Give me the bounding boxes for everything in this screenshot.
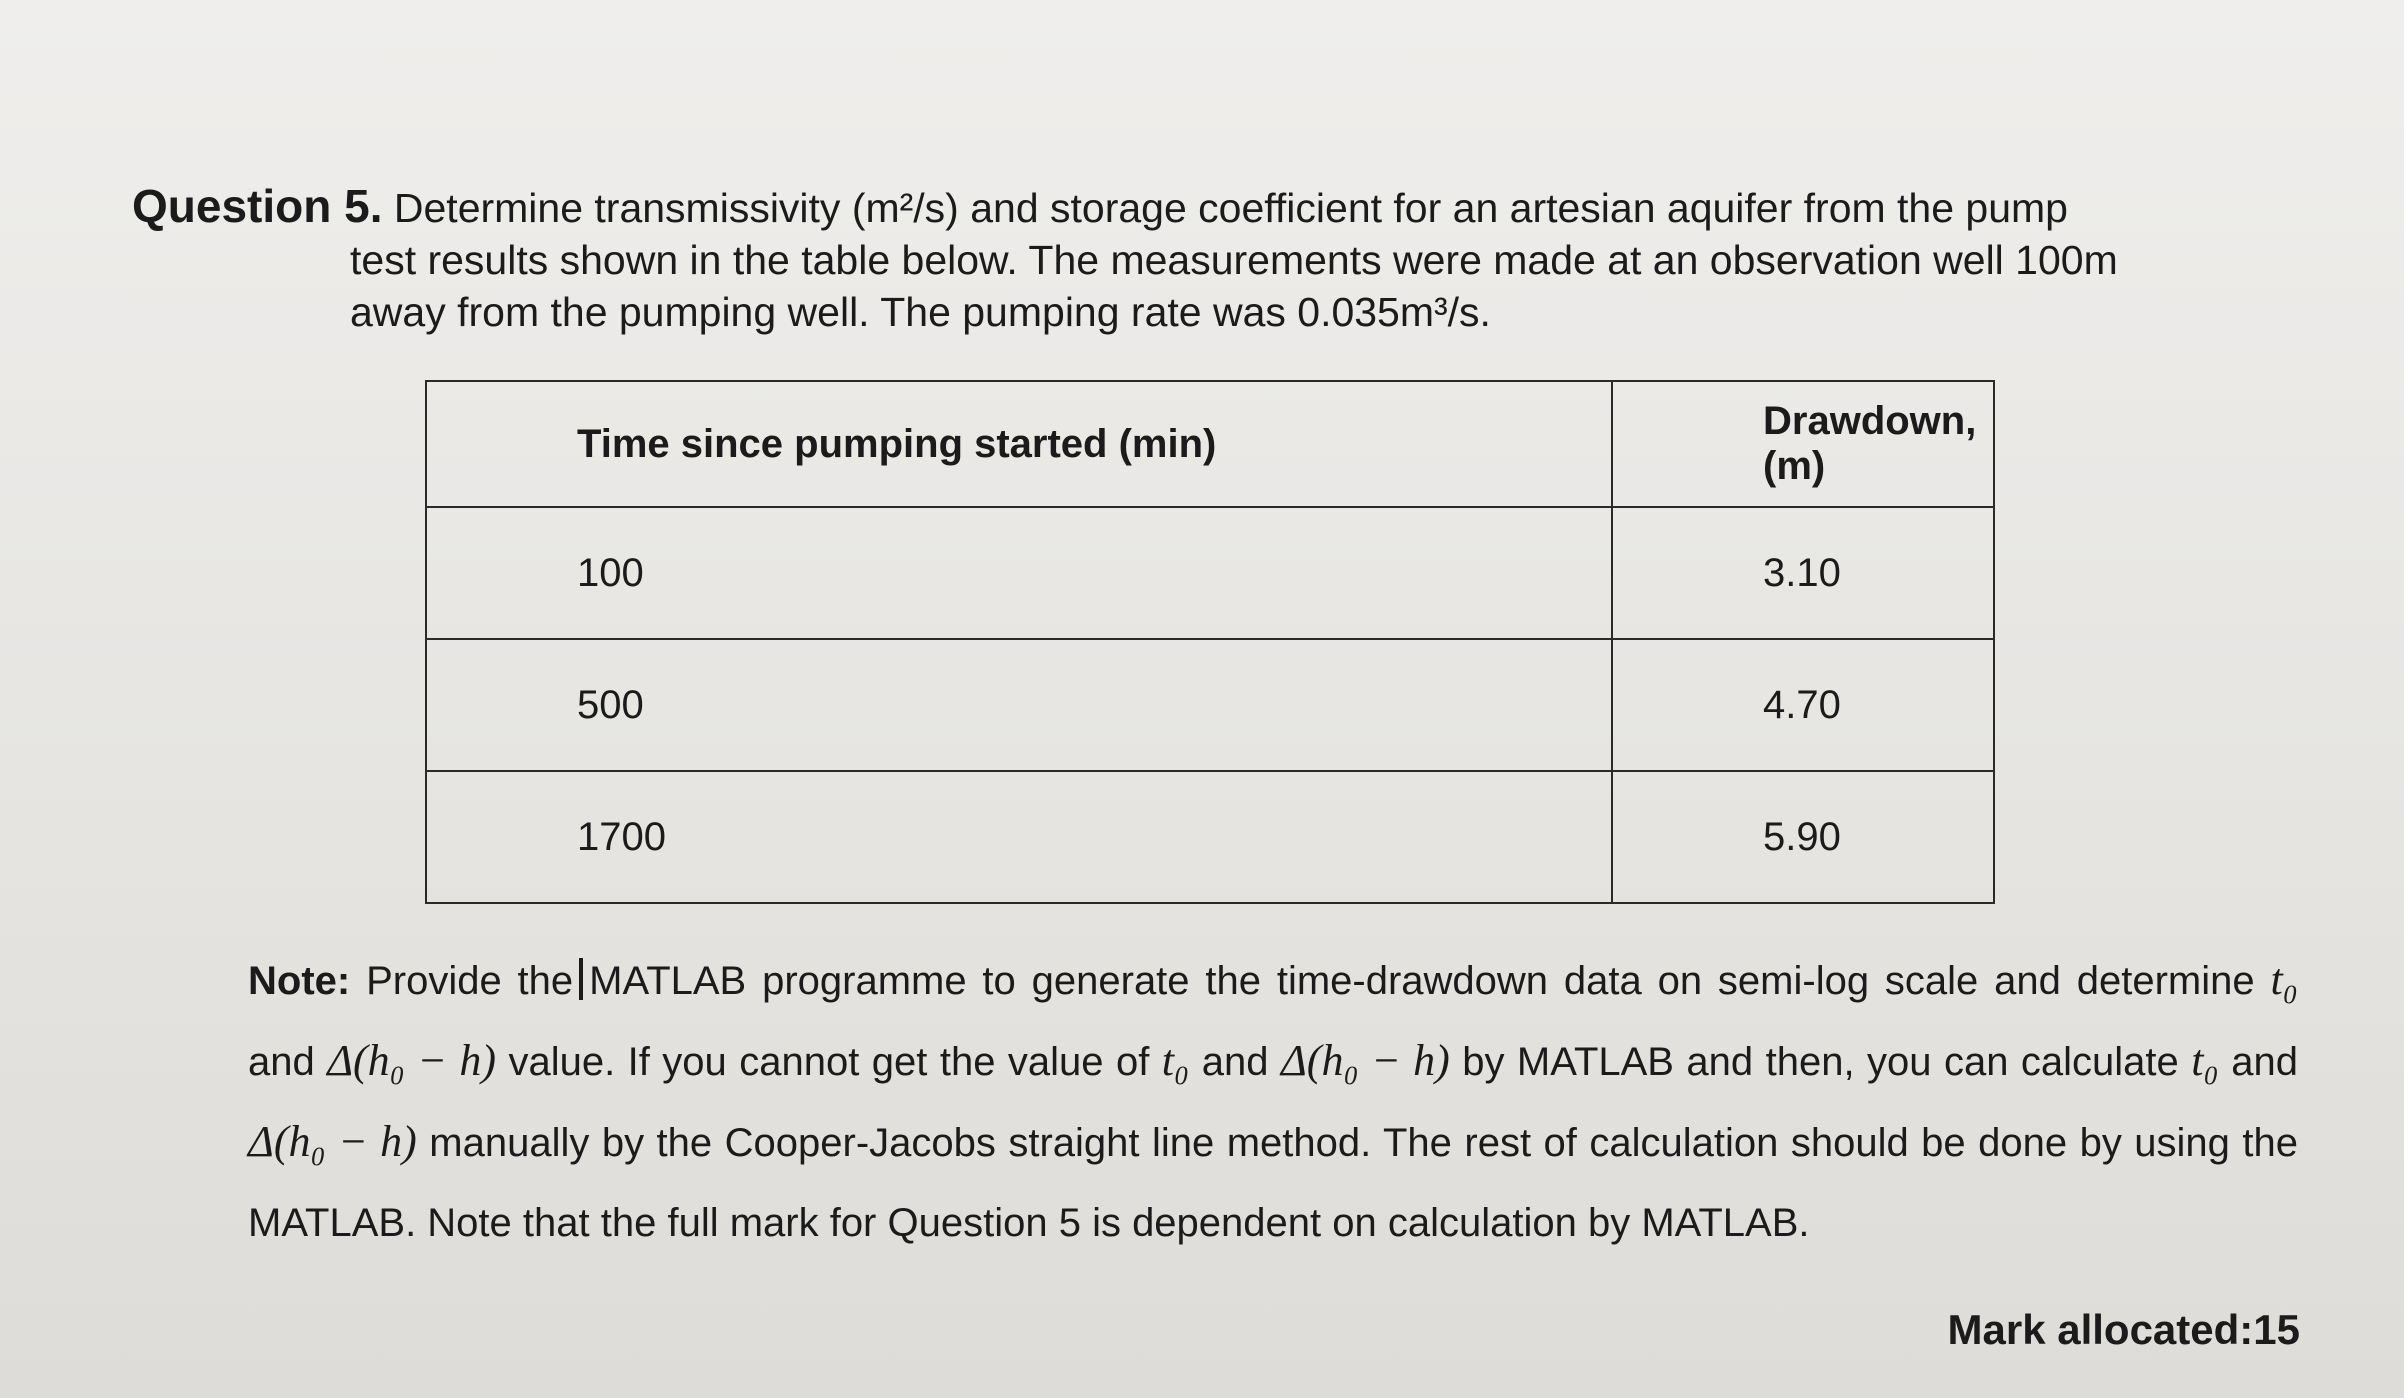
table-row [426,771,1994,903]
and-word: and [2231,1040,2298,1084]
delta-expression: Δ(h₀ − h) [327,1036,496,1085]
t0-symbol: t₀ [2270,955,2298,1004]
question-line-3: away from the pumping well. The pumping rate was 0.035m³/s. [350,289,1491,335]
note-text-4: by MATLAB and then, you can calculate [1462,1040,2179,1084]
cell-drawdown: 5.90 [1612,771,1994,903]
t0-symbol: t₀ [1161,1036,1190,1085]
question-line-2: test results shown in the table below. The measurements were made at an observation well 100m [350,237,2118,283]
t0-symbol: t₀ [2191,1036,2219,1085]
table-header-row [426,381,1994,507]
note-text-5: manually by the Cooper-Jacobs straight line method. The rest of calculation should be done by using the MATLAB. Note that the full mark for Question 5 is dependent on calculation by MATLAB. [248,1121,2298,1245]
question-line-1: Determine transmissivity (m²/s) and storage coefficient for an artesian aquifer from the pump [393,185,2068,231]
note-label: Note: [248,959,351,1003]
question-text [132,180,2282,338]
pump-test-table [425,380,1995,904]
delta-expression: Δ(h₀ − h) [1280,1036,1450,1085]
note-text-2: MATLAB programme to generate the time-drawdown data on semi-log scale and determine [589,959,2255,1003]
and-word: and [248,1040,315,1084]
header-drawdown: Drawdown, (m) [1612,381,1994,507]
cell-drawdown: 4.70 [1612,639,1994,771]
and-word: and [1201,1040,1269,1084]
note-paragraph [248,940,2298,1263]
question-label: Question 5. [132,180,383,232]
header-time: Time since pumping started (min) [426,381,1612,507]
cell-time: 1700 [426,771,1612,903]
table-row [426,639,1994,771]
cell-time: 100 [426,507,1612,639]
table-row [426,507,1994,639]
delta-expression: Δ(h₀ − h) [248,1117,417,1166]
mark-allocated: Mark allocated:15 [1947,1306,2300,1353]
text-cursor-icon [579,958,583,1000]
cell-time: 500 [426,639,1612,771]
note-text-3: value. If you cannot get the value of [508,1040,1150,1084]
note-text-1: Provide the [366,959,574,1003]
cell-drawdown: 3.10 [1612,507,1994,639]
